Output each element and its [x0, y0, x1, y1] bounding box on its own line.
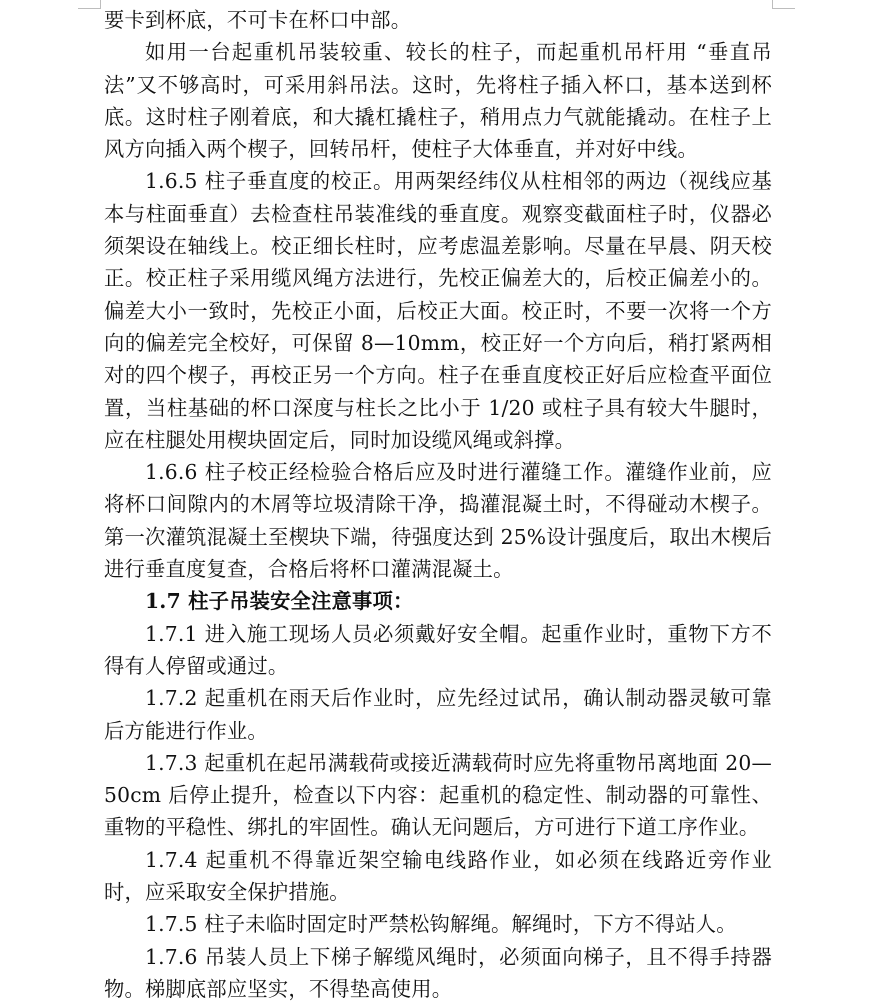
top-left-crop-mark: [78, 0, 101, 9]
paragraph-1-6-5: 1.6.5 柱子垂直度的校正。用两架经纬仪从柱相邻的两边（视线应基本与柱面垂直）去检查柱吊装准线的垂直度。观察变截面柱子时，仪器必须架设在轴线上。校正细长柱时，应考虑温差影响。尽量在早晨、阴天校正。校正柱子采用缆风绳方法进行，先校正偏差大的，后校正偏差小的。偏差大小一致时，先校正小面，后校正大面。校正时，不要一次将一个方向的偏差完全校好，可保留 8—10mm，校正好一个方向后，稍打紧两相对的四个楔子，再校正另一个方向。柱子在垂直度校正好后应检查平面位置，当柱基础的杯口深度与柱长之比小于 1/20 或柱子具有较大牛腿时，应在柱腿处用楔块固定后，同时加设缆风绳或斜撑。: [104, 169, 772, 452]
paragraph-1-6-6: 1.6.6 柱子校正经检验合格后应及时进行灌缝工作。灌缝作业前，应将杯口间隙内的木屑等垃圾清除干净，捣灌混凝土时，不得碰动木楔子。第一次灌筑混凝土至楔块下端，待强度达到 25%设计强度后，取出木楔后进行垂直度复查，合格后将杯口灌满混凝土。: [104, 460, 772, 582]
paragraph-1-7-2: 1.7.2 起重机在雨天后作业时，应先经过试吊，确认制动器灵敏可靠后方能进行作业。: [104, 686, 772, 743]
paragraph-1-7-3: 1.7.3 起重机在起吊满载荷或接近满载荷时应先将重物吊离地面 20—50cm 后停止提升，检查以下内容：起重机的稳定性、制动器的可靠性、重物的平稳性、绑扎的牢固性。确认无问题后，方可进行下道工序作业。: [104, 750, 772, 840]
section-heading-1-7: 1.7 柱子吊装安全注意事项：: [145, 589, 414, 614]
paragraph-1-7-1: 1.7.1 进入施工现场人员必须戴好安全帽。起重作业时，重物下方不得有人停留或通过。: [104, 621, 772, 678]
paragraph-1-7-5: 1.7.5 柱子未临时固定时严禁松钩解绳。解绳时，下方不得站人。: [145, 912, 737, 937]
paragraph-1-7-4: 1.7.4 起重机不得靠近架空输电线路作业，如必须在线路近旁作业时，应采取安全保护措施。: [104, 847, 772, 905]
top-right-crop-mark: [772, 0, 795, 9]
document-body: [104, 4, 772, 1005]
paragraph-continuation: 要卡到杯底，不可卡在杯口中部。: [104, 8, 412, 32]
paragraph-oblique-lifting: 如用一台起重机吊装较重、较长的柱子，而起重机吊杆用 “垂直吊法”又不够高时，可采用斜吊法。这时，先将柱子插入杯口，基本送到杯底。这时柱子刚着底，和大撬杠撬柱子，稍用点力气就能撬动。在柱子上风方向插入两个楔子，回转吊杆，使柱子大体垂直，并对好中线。: [104, 40, 772, 162]
paragraph-1-7-6: 1.7.6 吊装人员上下梯子解缆风绳时，必须面向梯子，且不得手持器物。梯脚底部应坚实，不得垫高使用。: [104, 944, 772, 1001]
